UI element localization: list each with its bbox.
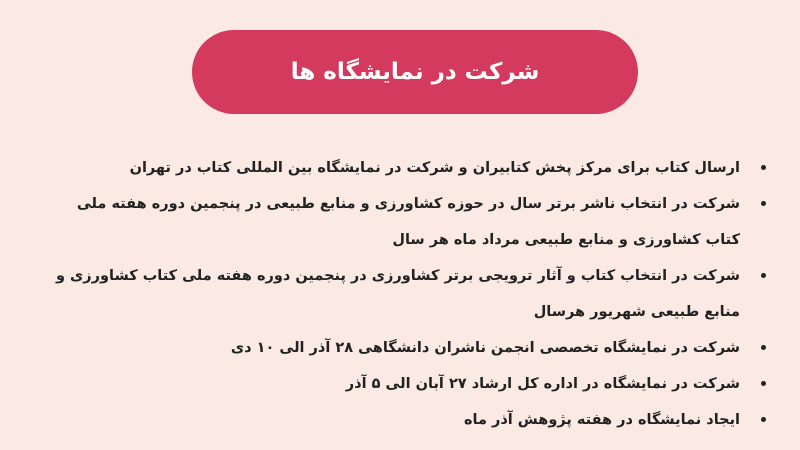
bullet-icon [761, 345, 766, 350]
bullet-icon [761, 165, 766, 170]
list-item-text: شرکت در انتخاب ناشر برتر سال در حوزه کشاورزی و منابع طبیعی در پنجمین دوره هفته ملی کتاب کشاورزی و منابع طبیعی مرداد ماه هر سال [76, 196, 740, 248]
list-item [40, 330, 770, 366]
title-banner [192, 30, 638, 114]
list-item-text: ایجاد نمایشگاه در هفته پژوهش آذر ماه [463, 412, 740, 428]
list-item [40, 366, 770, 402]
bullet-icon [761, 417, 766, 422]
list-item [40, 186, 770, 258]
list-item-text: ارسال کتاب برای مرکز پخش کتابیران و شرکت در نمایشگاه بین المللی کتاب در تهران [129, 160, 740, 176]
bullet-list [40, 150, 770, 438]
list-item-text: شرکت در انتخاب کتاب و آثار ترویجی برتر کشاورزی در پنجمین دوره هفته ملی کتاب کشاورزی و منابع طبیعی شهریور هرسال [55, 268, 740, 320]
bullet-icon [761, 381, 766, 386]
bullet-icon [761, 201, 766, 206]
list-item [40, 258, 770, 330]
slide-title: شرکت در نمایشگاه ها [290, 59, 540, 85]
list-item [40, 402, 770, 438]
bullet-icon [761, 273, 766, 278]
list-item [40, 150, 770, 186]
list-item-text: شرکت در نمایشگاه در اداره کل ارشاد ۲۷ آبان الی ۵ آذر [345, 376, 740, 392]
list-item-text: شرکت در نمایشگاه تخصصی انجمن ناشران دانشگاهی ۲۸ آذر الی ۱۰ دی [230, 340, 740, 356]
